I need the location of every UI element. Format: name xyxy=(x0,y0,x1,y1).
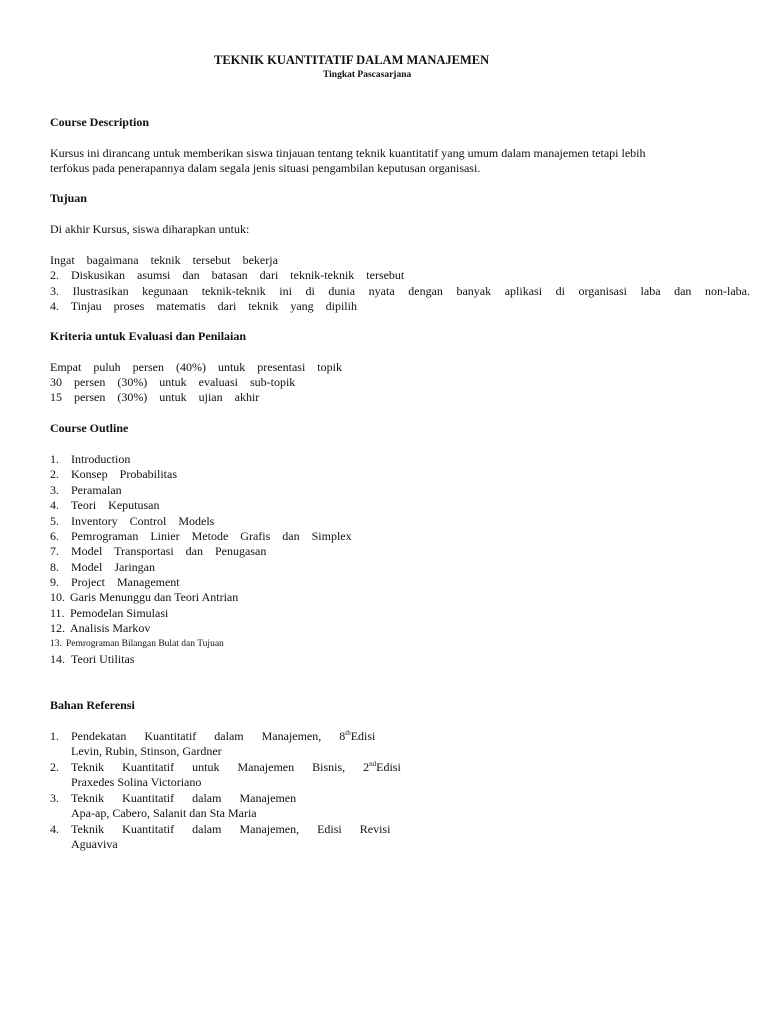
course-description-heading: Course Description xyxy=(50,115,149,129)
outline-item-number: 12. xyxy=(50,621,65,635)
outline-item-text: Teori Utilitas xyxy=(71,652,135,666)
referensi-heading: Bahan Referensi xyxy=(50,698,135,712)
outline-item-text: Pemrograman Linier Metode Grafis dan Simplex xyxy=(71,529,352,543)
reference-authors: Aguaviva xyxy=(71,837,118,851)
edition-superscript: nd xyxy=(369,760,377,768)
outline-item-number: 10. xyxy=(50,590,65,604)
outline-item-number: 5. xyxy=(50,514,59,528)
tujuan-heading: Tujuan xyxy=(50,191,87,205)
reference-number: 1. xyxy=(50,729,59,743)
kriteria-heading: Kriteria untuk Evaluasi dan Penilaian xyxy=(50,329,247,343)
document-title: TEKNIK KUANTITATIF DALAM MANAJEMEN xyxy=(214,53,490,67)
outline-item-number: 11. xyxy=(50,606,65,620)
kriteria-item: 15 persen (30%) untuk ujian akhir xyxy=(50,390,260,404)
outline-item-number: 2. xyxy=(50,467,59,481)
outline-item-number: 14. xyxy=(50,652,65,666)
reference-title: Teknik Kuantitatif dalam Manajemen, Edisi Revisi xyxy=(71,822,391,836)
document-subtitle: Tingkat Pascasarjana xyxy=(323,70,412,80)
outline-item-text: Model Transportasi dan Penugasan xyxy=(71,544,267,558)
outline-item-text: Analisis Markov xyxy=(70,621,151,635)
reference-authors: Apa-ap, Cabero, Salanit dan Sta Maria xyxy=(71,806,257,820)
reference-number: 3. xyxy=(50,791,59,805)
course-outline-heading: Course Outline xyxy=(50,421,129,435)
tujuan-item: Ingat bagaimana teknik tersebut bekerja xyxy=(50,253,278,267)
outline-item-number: 6. xyxy=(50,529,59,543)
outline-item-text: Garis Menunggu dan Teori Antrian xyxy=(70,590,239,604)
outline-item-number: 3. xyxy=(50,483,59,497)
kriteria-item: Empat puluh persen (40%) untuk presentasi topik xyxy=(50,360,342,374)
outline-item-text: Konsep Probabilitas xyxy=(71,467,177,481)
reference-number: 2. xyxy=(50,760,59,774)
outline-item-number: 13. xyxy=(50,639,62,649)
outline-item-number: 4. xyxy=(50,498,59,512)
outline-item-text: Introduction xyxy=(71,452,131,466)
outline-item-text: Pemrograman Bilangan Bulat dan Tujuan xyxy=(66,639,224,649)
outline-item-text: Model Jaringan xyxy=(71,560,155,574)
outline-item-number: 8. xyxy=(50,560,59,574)
outline-item-text: Teori Keputusan xyxy=(71,498,160,512)
tujuan-item: 3. Ilustrasikan kegunaan teknik-teknik ini di dunia nyata dengan banyak aplikasi di organisasi laba dan non-laba. xyxy=(50,284,750,298)
outline-item-text: Pemodelan Simulasi xyxy=(70,606,169,620)
course-description-line-2: terfokus pada penerapannya dalam segala jenis situasi pengambilan keputusan organisasi. xyxy=(50,161,481,175)
outline-item-text: Project Management xyxy=(71,575,180,589)
reference-authors: Praxedes Solina Victoriano xyxy=(71,775,202,789)
kriteria-item: 30 persen (30%) untuk evaluasi sub-topik xyxy=(50,375,296,389)
outline-item-text: Peramalan xyxy=(71,483,122,497)
reference-number: 4. xyxy=(50,822,59,836)
course-description-line-1: Kursus ini dirancang untuk memberikan siswa tinjauan tentang teknik kuantitatif yang umum dalam manajemen tetapi lebih xyxy=(50,146,646,160)
outline-item-number: 7. xyxy=(50,544,59,558)
reference-title: Teknik Kuantitatif dalam Manajemen xyxy=(71,791,297,805)
outline-item-number: 9. xyxy=(50,575,59,589)
tujuan-item: 4. Tinjau proses matematis dari teknik yang dipilih xyxy=(50,299,357,313)
reference-title: Teknik Kuantitatif untuk Manajemen Bisnis, 2ndEdisi xyxy=(71,760,401,774)
reference-title: Pendekatan Kuantitatif dalam Manajemen, 8thEdisi xyxy=(71,729,376,743)
tujuan-item: 2. Diskusikan asumsi dan batasan dari teknik-teknik tersebut xyxy=(50,268,405,282)
outline-item-text: Inventory Control Models xyxy=(71,514,215,528)
outline-item-number: 1. xyxy=(50,452,59,466)
edition-superscript: th xyxy=(345,729,351,737)
reference-authors: Levin, Rubin, Stinson, Gardner xyxy=(71,744,222,758)
tujuan-intro: Di akhir Kursus, siswa diharapkan untuk: xyxy=(50,222,250,236)
